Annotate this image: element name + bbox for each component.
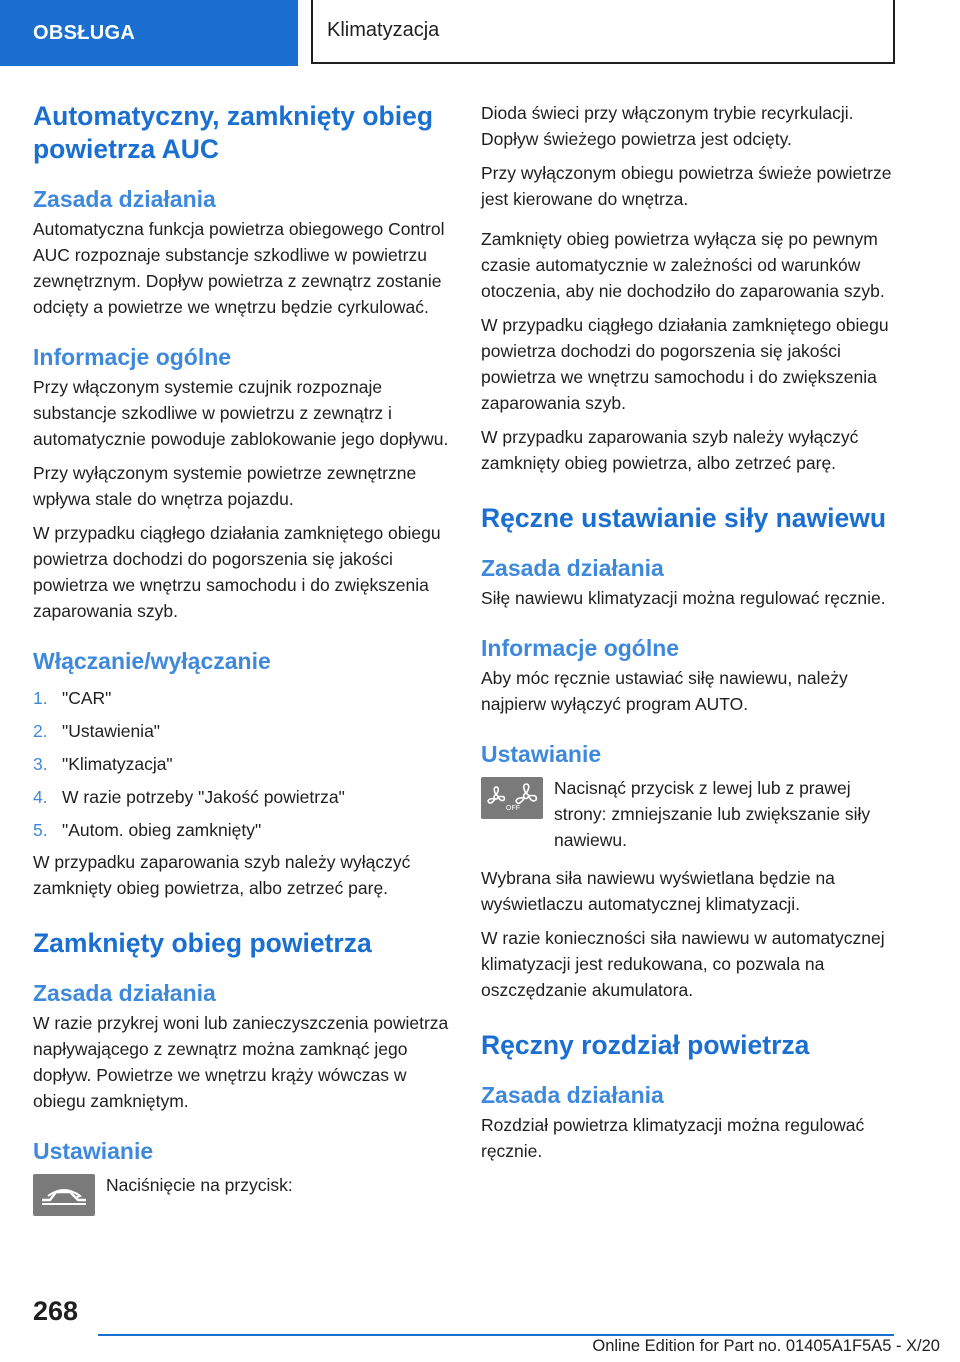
auc-principle-heading: Zasada działania bbox=[33, 186, 216, 212]
step-text: "Klimatyzacja" bbox=[62, 754, 173, 774]
step-text: W razie potrzeby "Jakość powietrza" bbox=[62, 787, 345, 807]
footer-edition: Online Edition for Part no. 01405A1F5A5 - X/20 bbox=[592, 1337, 940, 1355]
fan-button-icon bbox=[481, 777, 543, 819]
recirc-principle-heading: Zasada działania bbox=[33, 980, 216, 1006]
fan-setting-row bbox=[481, 775, 901, 853]
auc-general-p3: W przypadku ciągłego działania zamkniętego obiegu powietrza dochodzi do pogorszenia się jakości powietrza we wnętrzu samochodu i do zwiększenia zaparowania szyb. bbox=[33, 523, 441, 621]
auc-general-p2: Przy wyłączonym systemie powietrze zewnętrzne wpływa stale do wnętrza pojazdu. bbox=[33, 463, 417, 509]
recirc-title: Zamknięty obieg powietrza bbox=[33, 928, 372, 958]
fan-title: Ręczne ustawianie siły nawiewu bbox=[481, 503, 887, 533]
fan-general-heading: Informacje ogólne bbox=[481, 635, 680, 661]
fan-off-label: OFF bbox=[506, 805, 520, 812]
fan-setting-heading: Ustawianie bbox=[481, 741, 602, 767]
list-item bbox=[33, 748, 453, 781]
recirc-setting-heading: Ustawianie bbox=[33, 1138, 154, 1164]
page-number: 268 bbox=[33, 1296, 79, 1326]
recirculation-car-icon bbox=[38, 1182, 90, 1208]
recirc-setting-text: Naciśnięcie na przycisk: bbox=[106, 1175, 293, 1195]
fan-p1: Wybrana siła nawiewu wyświetlana będzie na wyświetlaczu automatycznej klimatyzacji. bbox=[481, 868, 835, 914]
recirc-setting-row bbox=[33, 1172, 453, 1216]
section-tab: OBSŁUGA bbox=[0, 0, 298, 66]
recirculation-button-icon bbox=[33, 1174, 95, 1216]
recirc-p2: Przy wyłączonym obiegu powietrza świeże powietrze jest kierowane do wnętrza. bbox=[481, 163, 892, 209]
fan-setting-text: Nacisnąć przycisk z lewej lub z prawej strony: zmniejszanie lub zwiększanie siły nawiewu. bbox=[554, 778, 871, 850]
recirc-p1: Dioda świeci przy włączonym trybie recyrkulacji. Dopływ świeżego powietrza jest odcięty. bbox=[481, 103, 854, 149]
step-number: 2. bbox=[33, 721, 48, 741]
dist-principle-heading: Zasada działania bbox=[481, 1082, 664, 1108]
fan-general-text: Aby móc ręcznie ustawiać siłę nawiewu, należy najpierw wyłączyć program AUTO. bbox=[481, 668, 848, 714]
step-text: "Ustawienia" bbox=[62, 721, 161, 741]
onoff-heading: Włączanie/wyłączanie bbox=[33, 648, 271, 674]
step-text: "Autom. obieg zamknięty" bbox=[62, 820, 262, 840]
dist-principle-text: Rozdział powietrza klimatyzacji można regulować ręcznie. bbox=[481, 1115, 865, 1161]
fan-speed-icon bbox=[484, 783, 540, 813]
recirc-p5: W przypadku zaparowania szyb należy wyłączyć zamknięty obieg powietrza, albo zetrzeć parę. bbox=[481, 427, 859, 473]
footer-divider bbox=[98, 1334, 894, 1336]
list-item bbox=[33, 814, 453, 847]
auc-general-p1: Przy włączonym systemie czujnik rozpoznaje substancje szkodliwe w powietrzu z zewnątrz i automatycznie powoduje zablokowanie jego dopływu. bbox=[33, 377, 449, 449]
list-item bbox=[33, 781, 453, 814]
page-header bbox=[0, 0, 960, 66]
auc-title: Automatyczny, zamknięty obieg powietrza AUC bbox=[33, 101, 434, 164]
dist-title: Ręczny rozdział powietrza bbox=[481, 1030, 810, 1060]
fan-principle-text: Siłę nawiewu klimatyzacji można regulować ręcznie. bbox=[481, 588, 886, 608]
right-column bbox=[481, 100, 901, 1164]
fan-principle-heading: Zasada działania bbox=[481, 555, 664, 581]
list-item bbox=[33, 715, 453, 748]
fan-p2: W razie konieczności siła nawiewu w automatycznej klimatyzacji jest redukowana, co pozwala na oszczędzanie akumulatora. bbox=[481, 928, 885, 1000]
left-column bbox=[33, 100, 453, 1216]
step-number: 1. bbox=[33, 688, 48, 708]
recirc-p4: W przypadku ciągłego działania zamkniętego obiegu powietrza dochodzi do pogorszenia się jakości powietrza we wnętrzu samochodu i do zwiększenia zaparowania szyb. bbox=[481, 315, 889, 413]
onoff-note: W przypadku zaparowania szyb należy wyłączyć zamknięty obieg powietrza, albo zetrzeć parę. bbox=[33, 852, 411, 898]
step-text: "CAR" bbox=[62, 688, 112, 708]
recirc-p3: Zamknięty obieg powietrza wyłącza się po pewnym czasie automatycznie w zależności od warunków otoczenia, aby nie dochodziło do zaparowania szyb. bbox=[481, 229, 885, 301]
step-number: 4. bbox=[33, 787, 48, 807]
auc-general-heading: Informacje ogólne bbox=[33, 344, 232, 370]
chapter-tab: Klimatyzacja bbox=[311, 0, 895, 64]
steps-list bbox=[33, 682, 453, 847]
step-number: 5. bbox=[33, 820, 48, 840]
recirc-principle-text: W razie przykrej woni lub zanieczyszczenia powietrza napływającego z zewnątrz można zamknąć jego dopływ. Powietrze we wnętrzu krąży wówczas w obiegu zamkniętym. bbox=[33, 1013, 449, 1111]
auc-principle-text: Automatyczna funkcja powietrza obiegowego Control AUC rozpoznaje substancje szkodliwe w powietrzu zewnętrznym. Dopływ powietrza z zewnątrz zostanie odcięty a powietrze we wnętrzu będzie cyrkulować. bbox=[33, 219, 445, 317]
list-item bbox=[33, 682, 453, 715]
step-number: 3. bbox=[33, 754, 48, 774]
